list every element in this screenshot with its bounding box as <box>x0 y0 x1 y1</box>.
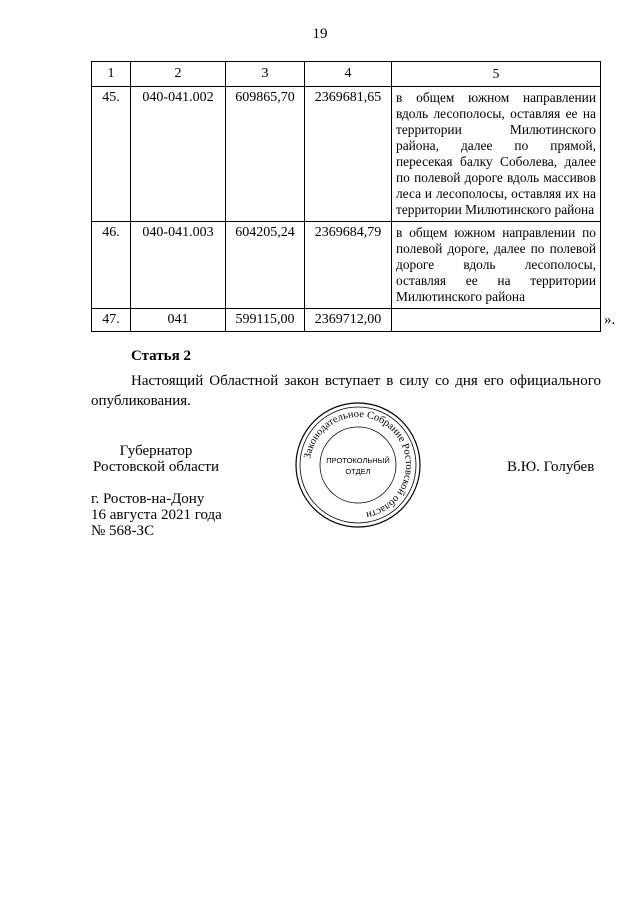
row-number: 46. <box>92 222 131 309</box>
closing-quote: ». <box>604 312 616 328</box>
coordinates-table <box>91 61 601 332</box>
city: г. Ростов-на-Дону <box>91 491 205 507</box>
stamp-ring-text: Законодательное Собрание Ростовской области <box>302 408 415 521</box>
official-stamp <box>293 400 423 530</box>
page-number: 19 <box>312 26 328 42</box>
signatory-title: Губернатор Ростовской области <box>93 443 219 475</box>
signatory-name: В.Ю. Голубев <box>507 459 595 475</box>
row-number: 47. <box>92 309 131 332</box>
law-number: № 568-ЗС <box>91 523 155 539</box>
y-coordinate: 2369681,65 <box>305 87 392 222</box>
stamp-center-line2: ОТДЕЛ <box>345 467 371 476</box>
header-cell: 4 <box>305 62 392 87</box>
table-row <box>92 222 601 309</box>
stamp-center-line1: ПРОТОКОЛЬНЫЙ <box>326 456 390 465</box>
x-coordinate: 609865,70 <box>226 87 305 222</box>
y-coordinate: 2369684,79 <box>305 222 392 309</box>
point-code: 041 <box>131 309 226 332</box>
boundary-description: в общем южном направлении вдоль лесополосы, оставляя ее на территории Милютинского района, далее по прямой, пересекая балку Соболева, далее по полевой дороге вдоль массивов леса и лесополосы, оставляя их на территории Милютинского района <box>392 87 601 222</box>
header-cell: 3 <box>226 62 305 87</box>
table-header-row <box>92 62 601 87</box>
article-text: Настоящий Областной закон вступает в силу со дня его официального опубликования. <box>91 373 601 409</box>
x-coordinate: 604205,24 <box>226 222 305 309</box>
x-coordinate: 599115,00 <box>226 309 305 332</box>
boundary-description: в общем южном направлении по полевой дороге, далее по полевой дороге вдоль лесополосы, оставляя ее на территории Милютинского района <box>392 222 601 309</box>
header-cell: 2 <box>131 62 226 87</box>
boundary-description <box>392 309 601 332</box>
table-row <box>92 87 601 222</box>
row-number: 45. <box>92 87 131 222</box>
article-heading: Статья 2 <box>131 348 191 364</box>
date: 16 августа 2021 года <box>91 507 222 523</box>
header-cell: 5 <box>392 62 601 87</box>
y-coordinate: 2369712,00 <box>305 309 392 332</box>
place-and-date <box>91 491 222 539</box>
point-code: 040-041.002 <box>131 87 226 222</box>
point-code: 040-041.003 <box>131 222 226 309</box>
header-cell: 1 <box>92 62 131 87</box>
table-row <box>92 309 601 332</box>
